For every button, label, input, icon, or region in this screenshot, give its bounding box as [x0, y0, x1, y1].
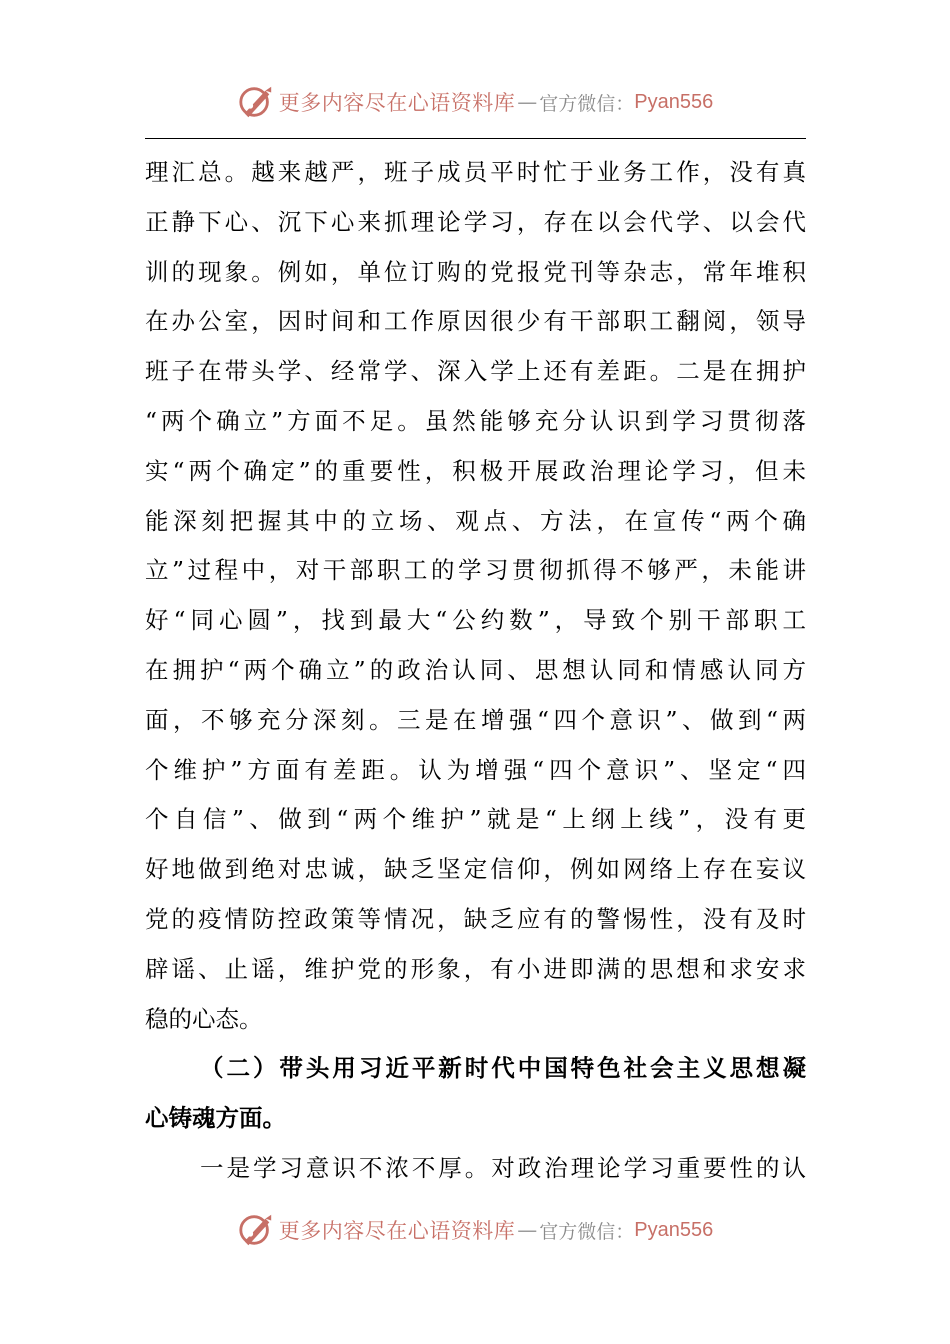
- body-line: 个维护”方面有差距。认为增强“四个意识”、坚定“四: [145, 755, 806, 784]
- body-line: 稳的心态。: [145, 1004, 263, 1033]
- footer-banner: [0, 1208, 950, 1252]
- footer-brand: 更多内容尽在心语资料库: [278, 1219, 516, 1243]
- body-line: 实“两个确定”的重要性，积极开展政治理论学习，但未: [145, 456, 806, 485]
- body-line: 个自信”、做到“两个维护”就是“上纲上线”，没有更: [145, 805, 806, 834]
- pen-seal-icon: [237, 1211, 275, 1249]
- body-line: 能深刻把握其中的立场、观点、方法，在宣传“两个确: [145, 506, 806, 535]
- footer-dash: —: [517, 1218, 538, 1242]
- body-line: 在拥护“两个确立”的政治认同、思想认同和情感认同方: [145, 655, 806, 684]
- header-wechat-label: 官方微信：: [539, 92, 635, 115]
- body-line: 正静下心、沉下心来抓理论学习，存在以会代学、以会代: [145, 207, 806, 236]
- body-line: “两个确立”方面不足。虽然能够充分认识到学习贯彻落: [145, 406, 806, 435]
- document-body: [145, 148, 806, 1194]
- header-banner: [0, 80, 950, 124]
- body-line: 辟谣、止谣，维护党的形象，有小进即满的思想和求安求: [145, 954, 806, 983]
- body-line: 好“同心圆”，找到最大“公约数”，导致个别干部职工: [145, 606, 806, 635]
- body-line: 在办公室，因时间和工作原因很少有干部职工翻阅，领导: [145, 307, 806, 336]
- body-line: 理汇总。越来越严，班子成员平时忙于业务工作，没有真: [145, 158, 806, 186]
- body-line: 立”过程中，对干部职工的学习贯彻抓得不够严，未能讲: [145, 556, 806, 585]
- body-line: 班子在带头学、经常学、深入学上还有差距。二是在拥护: [145, 357, 806, 386]
- pen-seal-icon: [237, 83, 275, 121]
- paragraph-start-line: 一是学习意识不浓不厚。对政治理论学习重要性的认: [200, 1153, 806, 1182]
- footer-wechat-label: 官方微信：: [539, 1220, 635, 1243]
- section-heading-line-2: 心铸魂方面。: [145, 1104, 286, 1133]
- header-dash: —: [517, 90, 538, 114]
- section-heading-line-1: （二）带头用习近平新时代中国特色社会主义思想凝: [200, 1054, 806, 1083]
- body-line: 面，不够充分深刻。三是在增强“四个意识”、做到“两: [145, 705, 806, 734]
- body-line: 党的疫情防控政策等情况，缺乏应有的警惕性，没有及时: [145, 904, 806, 933]
- header-brand: 更多内容尽在心语资料库: [278, 91, 516, 115]
- header-wechat-id: Pyan556: [634, 90, 714, 113]
- footer-wechat-id: Pyan556: [634, 1218, 714, 1241]
- body-line: 训的现象。例如，单位订购的党报党刊等杂志，常年堆积: [145, 257, 806, 286]
- header-rule: [145, 138, 806, 139]
- body-line: 好地做到绝对忠诚，缺乏坚定信仰，例如网络上存在妄议: [145, 855, 806, 884]
